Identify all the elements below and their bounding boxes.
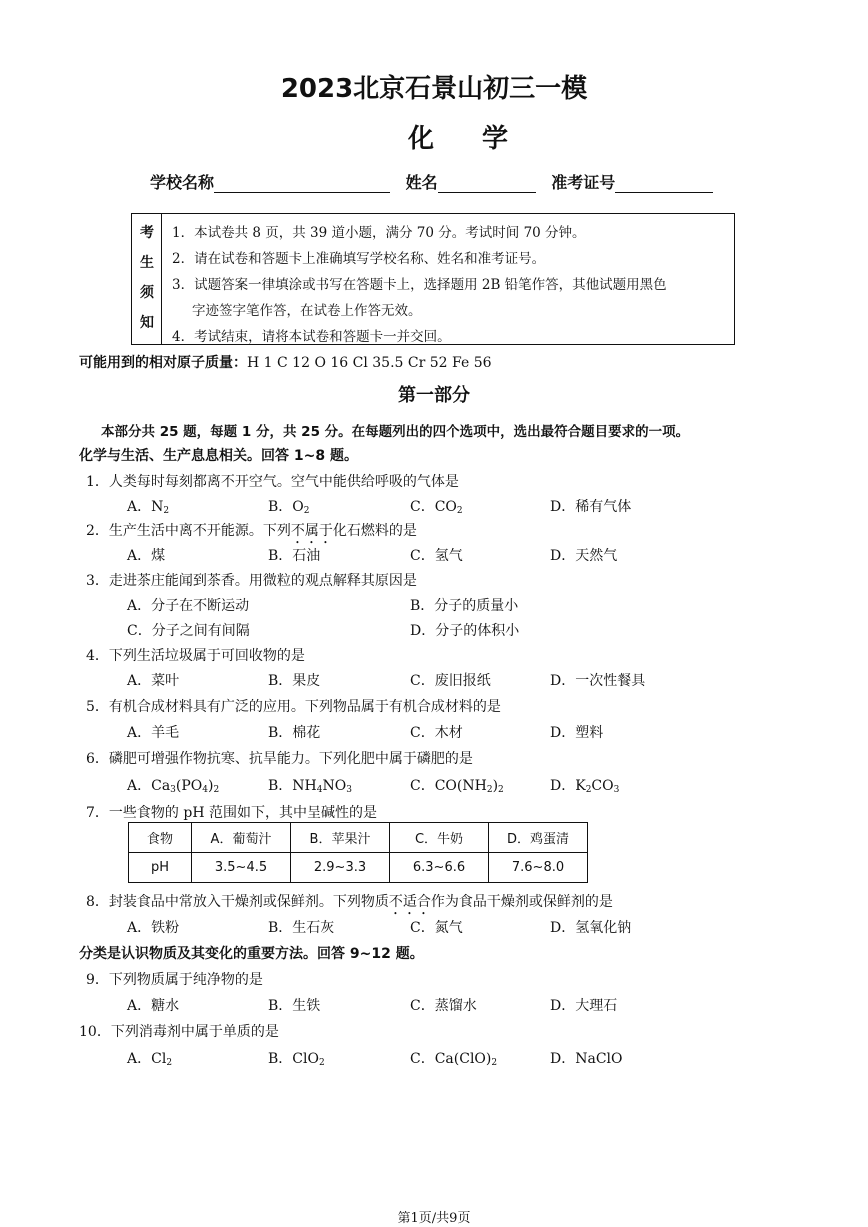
option-a[interactable]: A．$N_2$	[127, 499, 170, 516]
school-label: 学校名称	[150, 173, 215, 192]
option-b[interactable]: B．生铁	[268, 998, 321, 1014]
table-cell: A．葡萄汁	[192, 823, 291, 853]
table-row	[129, 853, 588, 883]
question-stem: 7．一些食物的 pH 范围如下，其中呈碱性的是	[86, 805, 377, 821]
option-c[interactable]: C．$CO_2$	[410, 499, 463, 516]
option-d[interactable]: D．分子的体积小	[410, 623, 520, 639]
group-intro: 化学与生活、生产息息相关。回答 1~8 题。	[79, 448, 358, 464]
option-a[interactable]: A．分子在不断运动	[127, 598, 250, 614]
question-stem: 10．下列消毒剂中属于单质的是	[79, 1024, 279, 1040]
notice-item: 2．请在试卷和答题卡上准确填写学校名称、姓名和准考证号。	[172, 251, 546, 267]
question-stem: 1．人类每时每刻都离不开空气。空气中能供给呼吸的气体是	[86, 474, 459, 490]
table-cell: B．苹果汁	[291, 823, 390, 853]
option-b[interactable]: B．分子的质量小	[410, 598, 519, 614]
question-stem: 3．走进茶庄能闻到茶香。用微粒的观点解释其原因是	[86, 573, 417, 589]
atomic-mass-label: 可能用到的相对原子质量：	[79, 355, 247, 371]
option-c[interactable]: C．$Ca(ClO)_2$	[410, 1051, 498, 1068]
table-cell: 7.6~8.0	[489, 853, 588, 883]
option-b[interactable]: B．果皮	[268, 673, 321, 689]
part-heading: 第一部分	[398, 385, 470, 406]
subject-title: 化学	[407, 124, 556, 154]
option-b[interactable]: B．ClO$_2$	[268, 1051, 325, 1068]
notice-label-char: 知	[140, 315, 154, 331]
exam-id-blank[interactable]	[615, 175, 713, 193]
question-stem: 2．生产生活中离不开能源。下列不属于化石燃料的是	[86, 523, 417, 539]
option-a[interactable]: A．铁粉	[127, 920, 180, 936]
option-c[interactable]: C．木材	[410, 725, 463, 741]
option-a[interactable]: A．菜叶	[127, 673, 180, 689]
option-c[interactable]: C．氮气	[410, 920, 463, 936]
option-d[interactable]: D．稀有气体	[550, 499, 632, 515]
option-c[interactable]: C．废旧报纸	[410, 673, 491, 689]
question-stem: 4．下列生活垃圾属于可回收物的是	[86, 648, 305, 664]
atomic-mass-values: H 1 C 12 O 16 Cl 35.5 Cr 52 Fe 56	[247, 355, 492, 371]
student-info-row	[150, 170, 723, 193]
notice-label-char: 考	[140, 225, 154, 241]
option-b[interactable]: B．石油	[268, 548, 321, 564]
table-cell: D．鸡蛋清	[489, 823, 588, 853]
table-cell: 3.5~4.5	[192, 853, 291, 883]
part-intro: 本部分共 25 题，每题 1 分，共 25 分。在每题列出的四个选项中，选出最符合题目要求的一项。	[101, 424, 690, 440]
question-stem: 8．封装食品中常放入干燥剂或保鲜剂。下列物质不适合作为食品干燥剂或保鲜剂的是	[86, 894, 613, 910]
option-d[interactable]: D．NaClO	[550, 1051, 623, 1067]
option-d[interactable]: D．大理石	[550, 998, 618, 1014]
name-label: 姓名	[405, 173, 438, 192]
exam-id-label: 准考证号	[551, 173, 616, 192]
table-cell: C．牛奶	[390, 823, 489, 853]
option-d[interactable]: D．$K_2CO_3$	[550, 778, 620, 795]
option-a[interactable]: A．糖水	[127, 998, 180, 1014]
question-stem: 9．下列物质属于纯净物的是	[86, 972, 263, 988]
notice-label-char: 须	[140, 285, 154, 301]
question-stem: 5．有机合成材料具有广泛的应用。下列物品属于有机合成材料的是	[86, 699, 501, 715]
option-a[interactable]: A．煤	[127, 548, 166, 564]
option-d[interactable]: D．塑料	[550, 725, 604, 741]
group-intro: 分类是认识物质及其变化的重要方法。回答 9~12 题。	[79, 946, 424, 962]
table-cell: 6.3~6.6	[390, 853, 489, 883]
table-cell: pH	[129, 853, 192, 883]
notice-label-char: 生	[140, 255, 154, 271]
exam-notice-box	[131, 213, 735, 345]
emphasis-text: 不适合	[388, 894, 431, 910]
question-stem: 6．磷肥可增强作物抗寒、抗旱能力。下列化肥中属于磷肥的是	[86, 751, 473, 767]
table-row	[129, 823, 588, 853]
option-a[interactable]: A．羊毛	[127, 725, 180, 741]
notice-item: 3．试题答案一律填涂或书写在答题卡上，选择题用 2B 铅笔作答，其他试题用黑色	[172, 277, 667, 293]
ph-table	[128, 822, 588, 883]
option-b[interactable]: B．棉花	[268, 725, 321, 741]
option-a[interactable]: A．$Ca_3(PO_4)_2$	[127, 778, 220, 795]
notice-item: 字迹签字笔作答，在试卷上作答无效。	[192, 303, 422, 319]
option-c[interactable]: C．$CO(NH_2)_2$	[410, 778, 504, 795]
option-a[interactable]: A．$Cl_2$	[127, 1051, 173, 1068]
exam-title: 2023北京石景山初三一模	[280, 74, 588, 104]
option-c[interactable]: C．氢气	[410, 548, 463, 564]
table-cell: 2.9~3.3	[291, 853, 390, 883]
atomic-mass-line	[79, 352, 492, 372]
option-c[interactable]: C．分子之间有间隔	[127, 623, 250, 639]
notice-item: 4．考试结束，请将本试卷和答题卡一并交回。	[172, 329, 451, 345]
name-blank[interactable]	[438, 175, 536, 193]
emphasis-text: 不属于	[290, 523, 333, 539]
notice-label-column	[132, 214, 162, 344]
option-d[interactable]: D．一次性餐具	[550, 673, 646, 689]
school-blank[interactable]	[214, 175, 390, 193]
page-number: 第1页/共9页	[397, 1211, 471, 1226]
option-c[interactable]: C．蒸馏水	[410, 998, 477, 1014]
notice-item: 1．本试卷共 8 页，共 39 道小题，满分 70 分。考试时间 70 分钟。	[172, 225, 586, 241]
option-d[interactable]: D．天然气	[550, 548, 618, 564]
table-cell: 食物	[129, 823, 192, 853]
option-b[interactable]: B．生石灰	[268, 920, 335, 936]
option-d[interactable]: D．氢氧化钠	[550, 920, 632, 936]
option-b[interactable]: B．$NH_4NO_3$	[268, 778, 352, 795]
option-b[interactable]: B．$O_2$	[268, 499, 310, 516]
